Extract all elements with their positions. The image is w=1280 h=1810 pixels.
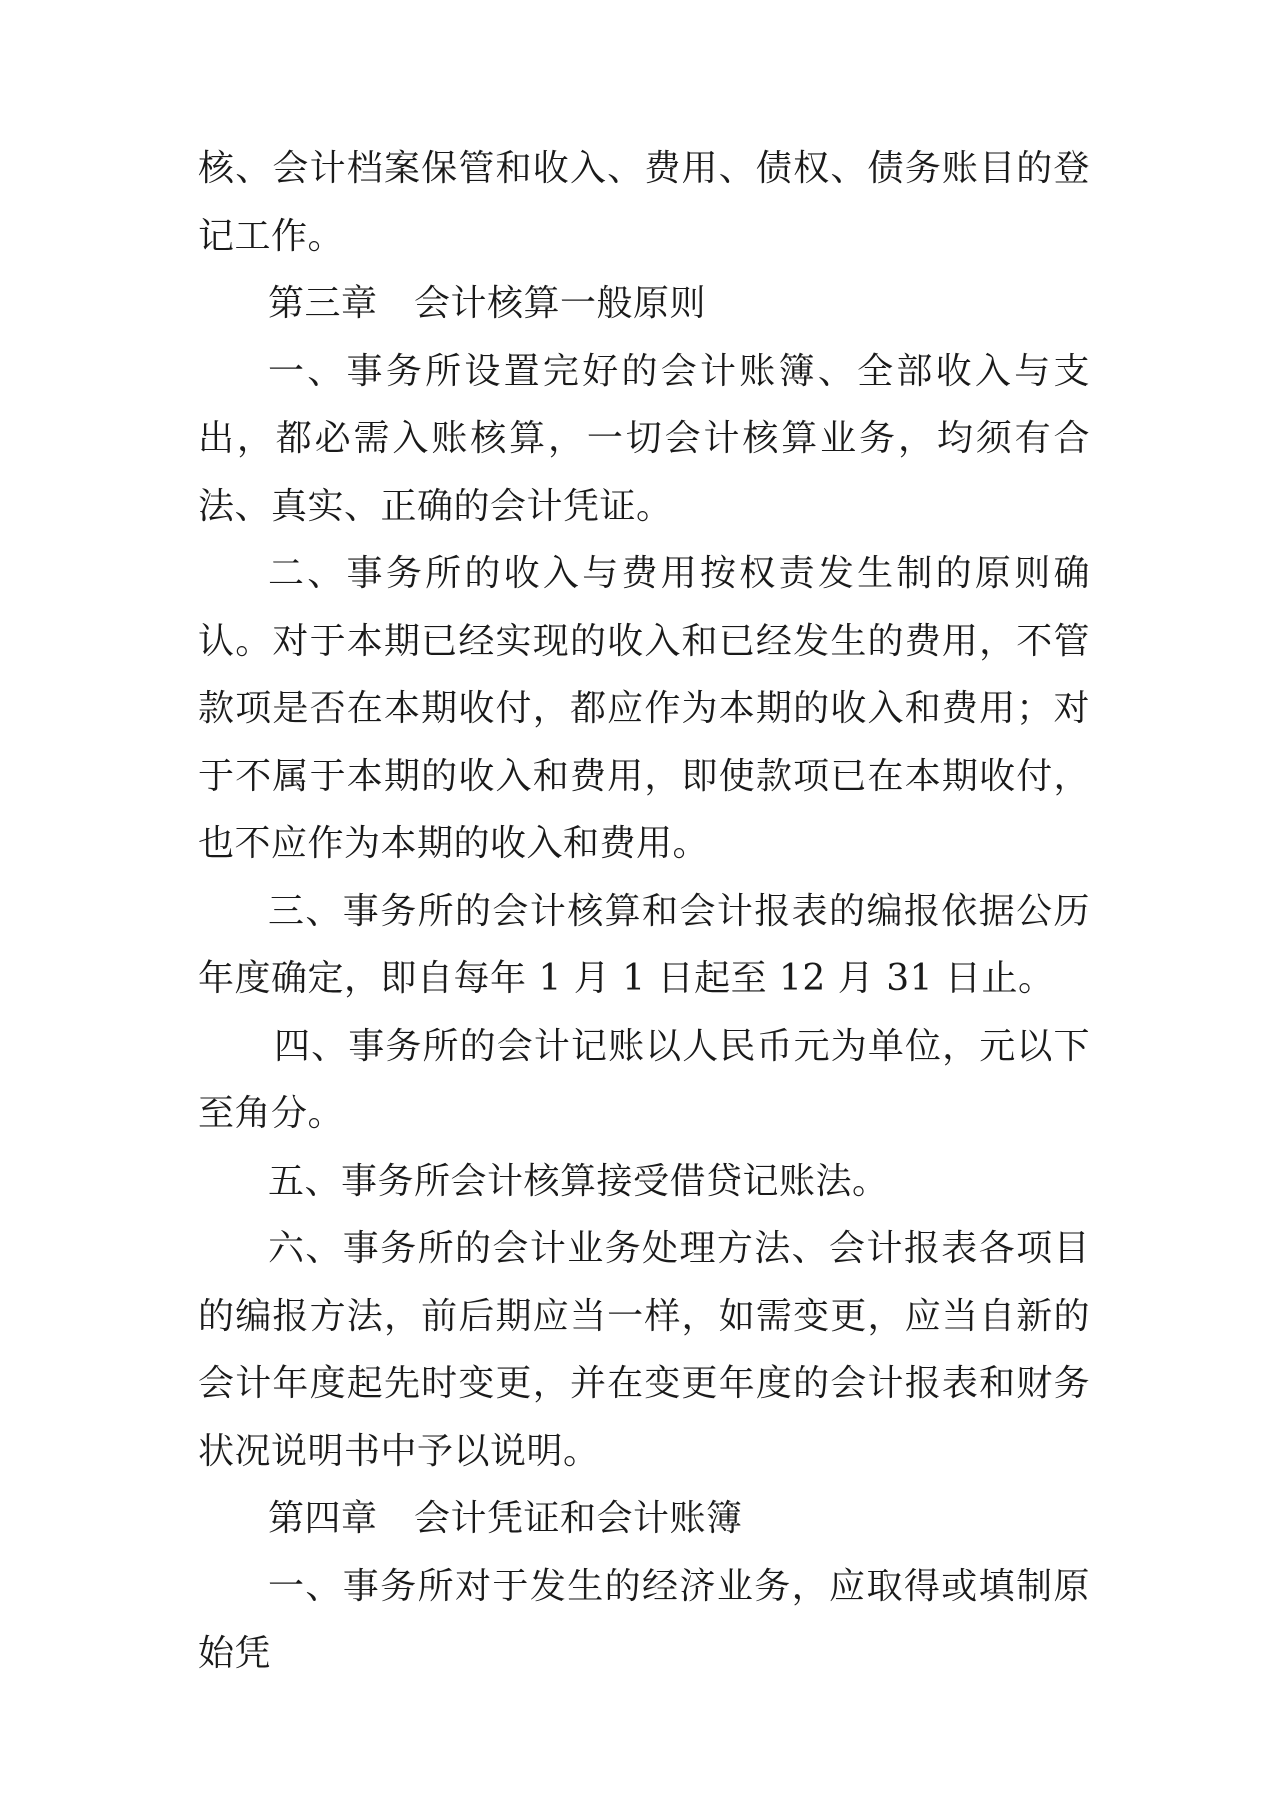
paragraph-item-4: 四、事务所的会计记账以人民币元为单位，元以下至角分。 xyxy=(198,1025,1090,1134)
chapter-3-heading: 第三章 会计核算一般原则 xyxy=(268,283,707,324)
paragraph-continuation: 核、会计档案保管和收入、费用、债权、债务账目的登记工作。 xyxy=(198,148,1090,257)
chapter-4-heading: 第四章 会计凭证和会计账簿 xyxy=(268,1498,743,1539)
paragraph-item-3: 三、事务所的会计核算和会计报表的编报依据公历年度确定，即自每年 1 月 1 日起至 12 月 31 日止。 xyxy=(198,890,1090,999)
document-body xyxy=(198,135,1090,1688)
paragraph-item-1-ch4: 一、事务所对于发生的经济业务，应取得或填制原始凭 xyxy=(198,1565,1090,1674)
paragraph-item-1: 一、事务所设置完好的会计账簿、全部收入与支出，都必需入账核算，一切会计核算业务，均须有合法、真实、正确的会计凭证。 xyxy=(198,350,1090,527)
paragraph-item-5: 五、事务所会计核算接受借贷记账法。 xyxy=(268,1160,889,1202)
paragraph-item-6: 六、事务所的会计业务处理方法、会计报表各项目的编报方法，前后期应当一样，如需变更，应当自新的会计年度起先时变更，并在变更年度的会计报表和财务状况说明书中予以说明。 xyxy=(198,1228,1090,1472)
paragraph-item-2: 二、事务所的收入与费用按权责发生制的原则确认。对于本期已经实现的收入和已经发生的费用，不管款项是否在本期收付，都应作为本期的收入和费用；对于不属于本期的收入和费用，即使款项已在本期收付，也不应作为本期的收入和费用。 xyxy=(198,553,1090,864)
